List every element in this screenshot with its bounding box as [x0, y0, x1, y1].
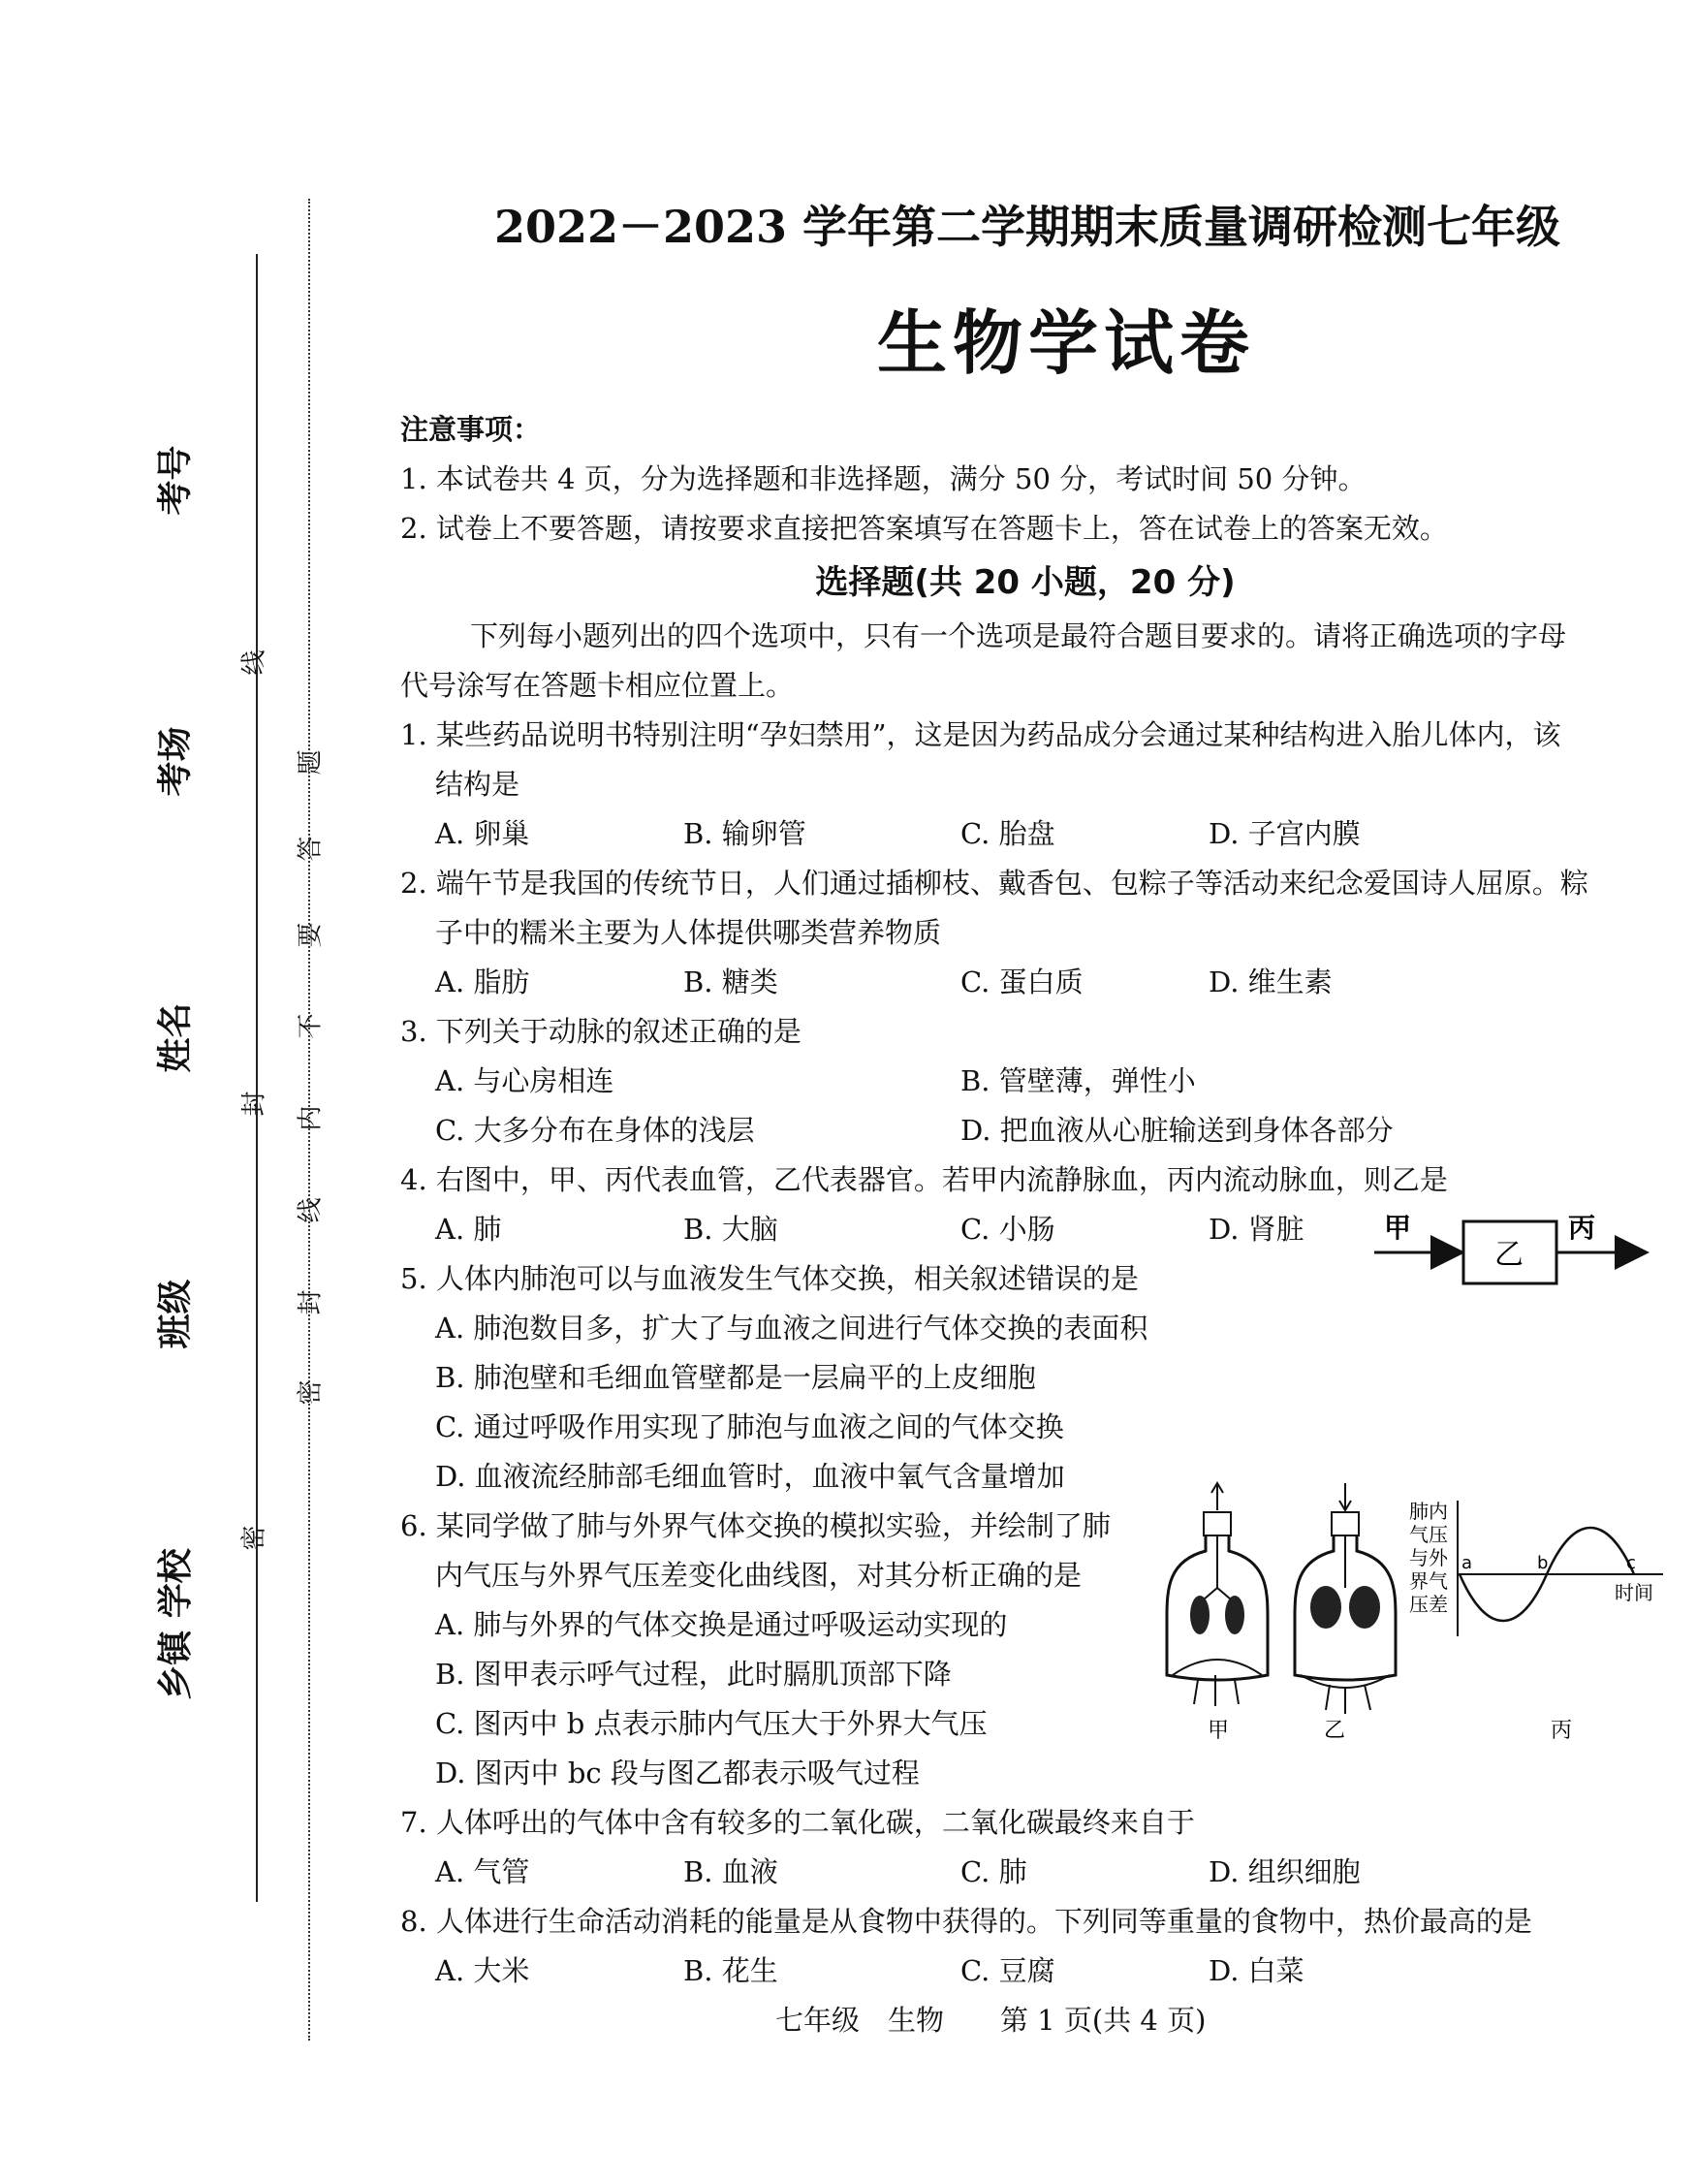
option-b: B. 花生 [683, 1954, 778, 1987]
seal-dotted-line [308, 199, 310, 2041]
option-b: B. 血液 [683, 1855, 778, 1888]
option-b: B. 大脑 [683, 1213, 778, 1246]
name-label: 姓名 [155, 1002, 196, 1073]
question-1-options [400, 809, 1650, 859]
seal-char: 不 [296, 1013, 326, 1039]
question-2-stem: 子中的糯米主要为人体提供哪类营养物质 [435, 916, 942, 949]
option-d: D. 子宫内膜 [1209, 817, 1361, 850]
vessel-label-left: 甲 [1384, 1212, 1412, 1244]
name-underline [256, 254, 258, 1902]
option-c: C. 小肠 [960, 1213, 1055, 1246]
seal-char: 密 [239, 1525, 269, 1551]
exam-number-label: 考号 [155, 445, 196, 516]
seal-char: 封 [239, 1091, 269, 1117]
seal-char: 答 [296, 836, 326, 862]
option-c: C. 豆腐 [960, 1954, 1055, 1987]
option-a: A. 肺 [435, 1213, 502, 1246]
notice-item: 2. 试卷上不要答题，请按要求直接把答案填写在答题卡上，答在试卷上的答案无效。 [400, 512, 1448, 545]
exam-subtitle: 生物学试卷 [876, 302, 1255, 384]
pressure-curve-chart [1409, 1500, 1663, 1636]
seal-char: 要 [296, 922, 326, 948]
option-d: D. 组织细胞 [1209, 1855, 1361, 1888]
option-c: C. 蛋白质 [960, 965, 1084, 998]
seal-char: 内 [296, 1105, 326, 1131]
vessel-label-right: 丙 [1568, 1212, 1596, 1244]
question-4-stem: 4. 右图中，甲、丙代表血管，乙代表器官。若甲内流静脉血，丙内流动脉血，则乙是 [400, 1163, 1448, 1196]
question-4-figure [1374, 1200, 1655, 1297]
option-d: D. 肾脏 [1209, 1213, 1304, 1246]
option-c: C. 大多分布在身体的浅层 [435, 1114, 755, 1147]
y-axis-label: 气压 [1409, 1523, 1448, 1546]
figure-label-yi: 乙 [1324, 1719, 1346, 1743]
option-d: D. 把血液从心脏输送到身体各部分 [960, 1114, 1394, 1147]
x-axis-label: 时间 [1615, 1581, 1653, 1604]
exam-title: 2022－2023 学年第二学期期末质量调研检测七年级 [493, 201, 1561, 253]
option-c: C. 图丙中 b 点表示肺内气压大于外界大气压 [435, 1707, 988, 1740]
bell-jar-yi [1295, 1483, 1396, 1714]
question-7-stem: 7. 人体呼出的气体中含有较多的二氧化碳，二氧化碳最终来自于 [400, 1806, 1195, 1839]
y-axis-label: 界气 [1409, 1569, 1448, 1593]
seal-char: 题 [296, 749, 326, 775]
question-5-stem: 5. 人体内肺泡可以与血液发生气体交换，相关叙述错误的是 [400, 1262, 1139, 1295]
question-6-stem: 内气压与外界气压差变化曲线图，对其分析正确的是 [435, 1559, 1083, 1592]
option-d: D. 维生素 [1209, 965, 1333, 998]
organ-label: 乙 [1494, 1238, 1524, 1272]
seal-char: 线 [239, 649, 269, 676]
bell-jar-jia [1167, 1483, 1268, 1706]
question-6-figure [1159, 1481, 1663, 1745]
point-a-label: a [1461, 1553, 1473, 1573]
section-instruction: 代号涂写在答题卡相应位置上。 [400, 669, 795, 702]
question-6-stem: 6. 某同学做了肺与外界气体交换的模拟实验，并绘制了肺 [400, 1509, 1111, 1542]
seal-char: 密 [296, 1379, 326, 1406]
option-c: C. 通过呼吸作用实现了肺泡与血液之间的气体交换 [435, 1410, 1064, 1443]
y-axis-label: 与外 [1409, 1546, 1448, 1569]
option-c: C. 肺 [960, 1855, 1027, 1888]
option-b: B. 输卵管 [683, 817, 806, 850]
question-2-options [400, 958, 1650, 1007]
question-2-stem: 2. 端午节是我国的传统节日，人们通过插柳枝、戴香包、包粽子等活动来纪念爱国诗人屈原。粽 [400, 867, 1588, 900]
option-a: A. 肺与外界的气体交换是通过呼吸运动实现的 [435, 1608, 1008, 1641]
option-a: A. 与心房相连 [435, 1064, 614, 1097]
y-axis-label: 肺内 [1409, 1500, 1448, 1523]
option-d: D. 血液流经肺部毛细血管时，血液中氧气含量增加 [435, 1460, 1065, 1493]
school-label: 乡镇 学校 [155, 1548, 196, 1700]
notice-heading: 注意事项： [400, 413, 542, 446]
point-b-label: b [1537, 1553, 1549, 1573]
section-title: 选择题(共 20 小题，20 分) [815, 563, 1236, 602]
section-instruction: 下列每小题列出的四个选项中，只有一个选项是最符合题目要求的。请将正确选项的字母 [470, 619, 1567, 652]
option-b: B. 管壁薄，弹性小 [960, 1064, 1196, 1097]
point-c-label: c [1626, 1553, 1636, 1573]
option-d: D. 图丙中 bc 段与图乙都表示吸气过程 [435, 1757, 920, 1789]
option-b: B. 肺泡壁和毛细血管壁都是一层扁平的上皮细胞 [435, 1361, 1036, 1394]
question-3-stem: 3. 下列关于动脉的叙述正确的是 [400, 1015, 801, 1048]
option-b: B. 图甲表示呼气过程，此时膈肌顶部下降 [435, 1658, 952, 1691]
question-3-options [400, 1057, 1650, 1106]
option-a: A. 大米 [435, 1954, 530, 1987]
option-a: A. 脂肪 [435, 965, 530, 998]
question-3-options [400, 1106, 1650, 1155]
question-8-stem: 8. 人体进行生命活动消耗的能量是从食物中获得的。下列同等重量的食物中，热价最高的是 [400, 1905, 1532, 1938]
y-axis-label: 压差 [1409, 1593, 1448, 1616]
exam-room-label: 考场 [155, 726, 196, 797]
question-7-options [400, 1848, 1650, 1897]
option-d: D. 白菜 [1209, 1954, 1304, 1987]
option-a: A. 肺泡数目多，扩大了与血液之间进行气体交换的表面积 [435, 1312, 1148, 1345]
question-1-stem: 1. 某些药品说明书特别注明“孕妇禁用”，这是因为药品成分会通过某种结构进入胎儿体内，该 [400, 718, 1561, 751]
option-a: A. 卵巢 [435, 817, 530, 850]
question-1-stem: 结构是 [435, 768, 520, 801]
notice-item: 1. 本试卷共 4 页，分为选择题和非选择题，满分 50 分，考试时间 50 分钟。 [400, 462, 1367, 495]
page-footer: 七年级 生物 第 1 页(共 4 页) [775, 2004, 1207, 2037]
figure-label-bing: 丙 [1551, 1719, 1573, 1743]
option-c: C. 胎盘 [960, 817, 1055, 850]
figure-label-jia: 甲 [1208, 1719, 1230, 1743]
seal-char: 线 [296, 1197, 326, 1223]
class-label: 班级 [155, 1279, 196, 1349]
option-a: A. 气管 [435, 1855, 530, 1888]
question-8-options [400, 1947, 1650, 1996]
option-b: B. 糖类 [683, 965, 778, 998]
seal-char: 封 [296, 1289, 326, 1315]
